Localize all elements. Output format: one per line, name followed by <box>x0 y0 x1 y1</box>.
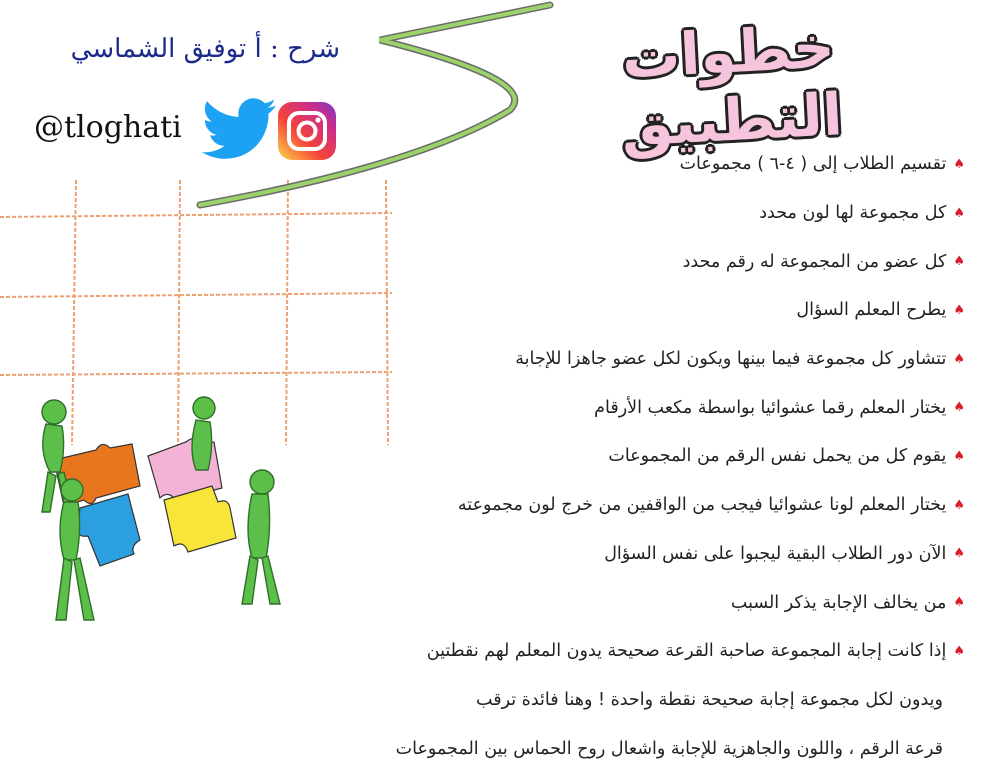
spade-bullet-icon: ♠ <box>953 205 965 221</box>
step-text: يقوم كل من يحمل نفس الرقم من المجموعات <box>608 446 947 467</box>
step-item <box>160 286 965 335</box>
spade-bullet-icon: ♠ <box>953 351 965 367</box>
step-item <box>160 335 965 384</box>
step-item <box>160 676 965 725</box>
spade-bullet-icon: ♠ <box>953 497 965 513</box>
step-text: تتشاور كل مجموعة فيما بينها ويكون لكل عضو جاهزا للإجابة <box>515 349 947 370</box>
spade-bullet-icon: ♠ <box>953 643 965 659</box>
step-item <box>160 237 965 286</box>
page-title: خطوات التطبيق <box>619 12 845 160</box>
step-item <box>160 140 965 189</box>
step-item <box>160 481 965 530</box>
step-text: ويدون لكل مجموعة إجابة صحيحة نقطة واحدة ! وهنا فائدة ترقب <box>476 689 943 710</box>
step-item <box>160 432 965 481</box>
step-text: تقسيم الطلاب إلى ( ٤-٦ ) مجموعات <box>679 154 947 175</box>
steps-list <box>160 140 965 773</box>
step-item <box>160 578 965 627</box>
spade-bullet-icon: ♠ <box>953 156 965 172</box>
step-item <box>160 189 965 238</box>
author-credit: شرح : أ توفيق الشماسي <box>70 34 340 64</box>
spade-bullet-icon: ♠ <box>953 254 965 270</box>
step-text: من يخالف الإجابة يذكر السبب <box>730 592 947 613</box>
spade-bullet-icon: ♠ <box>953 595 965 611</box>
spade-bullet-icon: ♠ <box>953 302 965 318</box>
step-text: الآن دور الطلاب البقية ليجبوا على نفس السؤال <box>604 543 947 564</box>
social-handle: @tloghati <box>34 110 182 145</box>
step-text: يختار المعلم رقما عشوائيا بواسطة مكعب الأرقام <box>594 397 947 418</box>
step-item <box>160 383 965 432</box>
step-item <box>160 627 965 676</box>
step-text: إذا كانت إجابة المجموعة صاحبة القرعة صحيحة يدون المعلم لهم نقطتين <box>426 641 947 662</box>
step-text: كل مجموعة لها لون محدد <box>759 203 947 224</box>
step-text: كل عضو من المجموعة له رقم محدد <box>682 251 947 272</box>
step-text: يختار المعلم لونا عشوائيا فيجب من الواقفين من خرج لون مجموعته <box>457 495 947 516</box>
step-text: قرعة الرقم ، واللون والجاهزية للإجابة واشعال روح الحماس بين المجموعات <box>395 738 943 759</box>
spade-bullet-icon: ♠ <box>953 448 965 464</box>
spade-bullet-icon: ♠ <box>953 546 965 562</box>
step-item <box>160 724 965 773</box>
step-text: يطرح المعلم السؤال <box>796 300 947 321</box>
step-item <box>160 530 965 579</box>
spade-bullet-icon: ♠ <box>953 400 965 416</box>
